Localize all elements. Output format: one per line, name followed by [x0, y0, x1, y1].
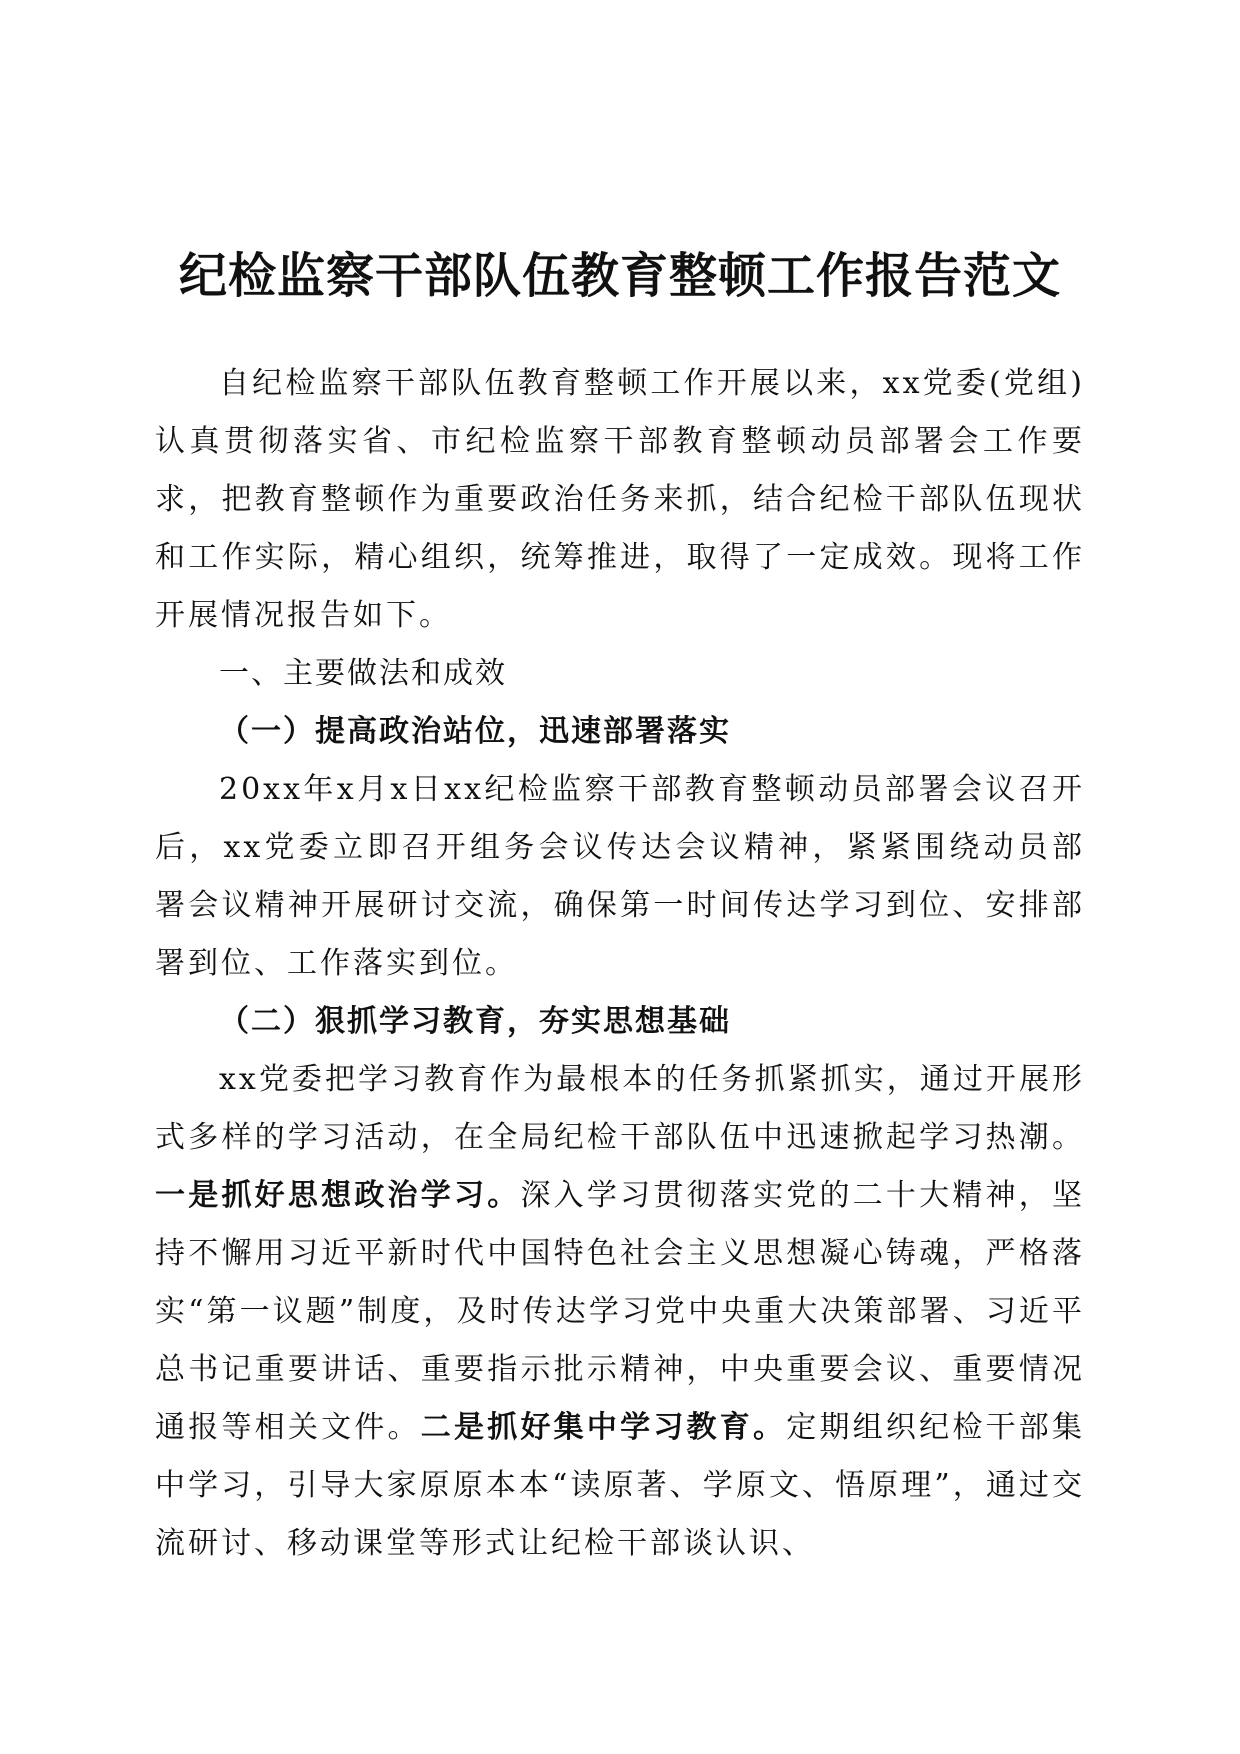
subsection-heading-political-stance: （一）提高政治站位，迅速部署落实	[219, 714, 731, 749]
intro-paragraph: 自纪检监察干部队伍教育整顿工作开展以来，xx党委(党组)认真贯彻落实省、市纪检监察干部教育整顿动员部署会工作要求，把教育整顿作为重要政治任务来抓，结合纪检干部队伍现状和工作实际，精心组织，统筹推进，取得了一定成效。现将工作开展情况报告如下。	[155, 366, 1085, 633]
lead-point-1: 一是抓好思想政治学习。	[155, 1178, 521, 1213]
lead-point-2: 二是抓好集中学习教育。	[420, 1410, 787, 1445]
document-title: 纪检监察干部队伍教育整顿工作报告范文	[178, 248, 1061, 304]
document-body	[155, 355, 1085, 1573]
subsection-2-paragraph	[155, 1051, 1085, 1573]
subsection-1-paragraph: 20xx年x月x日xx纪检监察干部教育整顿动员部署会议召开后，xx党委立即召开组务会议传达会议精神，紧紧围绕动员部署会议精神开展研讨交流，确保第一时间传达学习到位、安排部署到位、工作落实到位。	[155, 772, 1085, 981]
subsection-2-text-b: 深入学习贯彻落实党的二十大精神，坚持不懈用习近平新时代中国特色社会主义思想凝心铸魂，严格落实“第一议题”制度，及时传达学习党中央重大决策部署、习近平总书记重要讲话、重要指示批示精神，中央重要会议、重要情况通报等相关文件。	[155, 1178, 1086, 1445]
subsection-2-text-c: 定期组织纪检干部集中学习，引导大家原原本本“读原著、学原文、悟原理”，通过交流研讨、移动课堂等形式让纪检干部谈认识、	[155, 1410, 1086, 1561]
subsection-heading-study-education: （二）狠抓学习教育，夯实思想基础	[219, 1004, 731, 1039]
section-heading-main-practices: 一、主要做法和成效	[219, 656, 507, 691]
subsection-2-text-a: xx党委把学习教育作为最根本的任务抓紧抓实，通过开展形式多样的学习活动，在全局纪检干部队伍中迅速掀起学习热潮。	[155, 1062, 1085, 1155]
